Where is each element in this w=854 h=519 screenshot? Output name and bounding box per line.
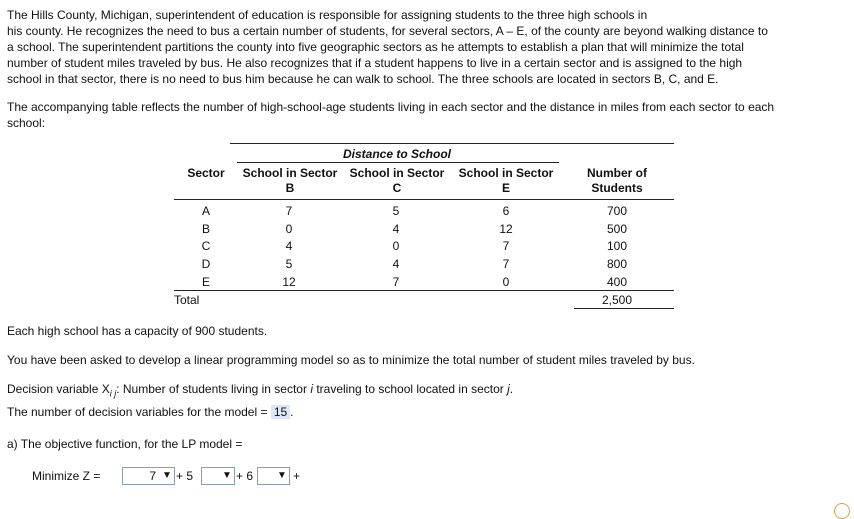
header-bottom-rule xyxy=(174,199,674,200)
num-vars-label: The number of decision variables for the model = xyxy=(7,405,271,419)
num-variables-line xyxy=(7,404,294,420)
dropdown-arrow-icon: ▼ xyxy=(277,470,287,481)
dv-mid: : Number of students living in sector xyxy=(116,382,311,396)
distance-cell: 0 xyxy=(502,275,510,289)
dv-j: j xyxy=(507,382,510,396)
header-sector: Sector xyxy=(187,166,225,180)
dv-mid2: traveling to school located in sector xyxy=(312,382,508,396)
dropdown-arrow-icon: ▼ xyxy=(162,470,172,481)
distance-cell: 5 xyxy=(392,204,400,218)
dv-subscript: i j xyxy=(109,388,117,399)
header-school-e-line1: School in Sector xyxy=(458,166,554,180)
decision-variable-definition xyxy=(7,381,513,401)
students-cell: 800 xyxy=(606,257,628,271)
sector-cell: E xyxy=(201,275,210,289)
distance-cell: 7 xyxy=(285,204,293,218)
header-school-c-line1: School in Sector xyxy=(349,166,445,180)
text-line: school: xyxy=(7,116,46,130)
students-cell: 700 xyxy=(606,204,628,218)
header-school-e-line2: E xyxy=(501,181,510,195)
part-a-question: a) The objective function, for the LP model = xyxy=(7,437,243,451)
text-line: a school. The superintendent partitions the county into five geographic sectors as he attempts to establish a plan that will minimize the total xyxy=(7,40,744,54)
sector-cell: A xyxy=(201,204,210,218)
total-label: Total xyxy=(174,293,200,307)
text-line: The accompanying table reflects the number of high-school-age students living in each sector and the distance in miles from each sector to each xyxy=(7,100,775,114)
total-rule xyxy=(174,290,674,291)
operator-1: + 5 xyxy=(176,469,194,483)
total-value: 2,500 xyxy=(601,293,633,307)
num-vars-end: . xyxy=(290,405,294,419)
distance-cell: 0 xyxy=(285,222,293,236)
capacity-text: Each high school has a capacity of 900 students. xyxy=(7,324,268,338)
operator-2: + 6 xyxy=(236,469,254,483)
sector-cell: B xyxy=(201,222,210,236)
header-school-c-line2: C xyxy=(392,181,402,195)
dv-end: . xyxy=(509,382,514,396)
distance-cell: 4 xyxy=(392,257,400,271)
header-students-line2: Students xyxy=(591,181,643,195)
dv-prefix: Decision variable X xyxy=(7,382,110,396)
distance-cell: 4 xyxy=(285,239,293,253)
problem-statement xyxy=(7,7,847,87)
distance-cell: 5 xyxy=(285,257,293,271)
help-icon[interactable] xyxy=(834,503,850,519)
objective-label: Minimize Z = xyxy=(32,469,101,483)
dropdown-arrow-icon: ▼ xyxy=(222,470,232,481)
group-header-rule xyxy=(237,162,559,163)
distance-cell: 0 xyxy=(392,239,400,253)
sector-cell: D xyxy=(201,257,211,271)
text-line: The Hills County, Michigan, superintendent of education is responsible for assigning students to the three high schools in xyxy=(7,8,648,22)
objective-term-2-dropdown[interactable] xyxy=(201,467,235,485)
header-school-b-line2: B xyxy=(285,181,295,195)
group-header: Distance to School xyxy=(342,147,452,161)
distance-cell: 7 xyxy=(502,257,510,271)
dv-i: i xyxy=(310,382,313,396)
operator-3: + xyxy=(293,469,301,483)
coef-1-value: 7 xyxy=(149,469,156,483)
table-intro xyxy=(7,99,847,131)
distance-cell: 7 xyxy=(392,275,400,289)
distance-cell: 4 xyxy=(392,222,400,236)
header-students-line1: Number of xyxy=(587,166,647,180)
text-line: number of student miles traveled by bus. He also recognizes that if a student happens to live in a certain sector and is assigned to the high xyxy=(7,56,743,70)
objective-term-1-dropdown[interactable] xyxy=(122,467,175,485)
students-cell: 500 xyxy=(606,222,628,236)
distance-cell: 12 xyxy=(499,222,513,236)
table-top-rule xyxy=(230,143,674,144)
text-line: school in that sector, there is no need to bus him because he can walk to school. The three schools are located in sectors B, C, and E. xyxy=(7,72,719,86)
sector-cell: C xyxy=(201,239,211,253)
num-vars-answer: 15 xyxy=(271,405,290,419)
distance-cell: 12 xyxy=(282,275,296,289)
objective-term-3-dropdown[interactable] xyxy=(257,467,290,485)
distance-cell: 7 xyxy=(502,239,510,253)
students-cell: 400 xyxy=(606,275,628,289)
distance-cell: 6 xyxy=(502,204,510,218)
total-bottom-rule xyxy=(574,308,674,309)
students-cell: 100 xyxy=(606,239,628,253)
text-line: his county. He recognizes the need to bus a certain number of students, for several sectors, A – E, of the county are beyond walking distance to xyxy=(7,24,768,38)
header-school-b-line1: School in Sector xyxy=(242,166,338,180)
task-text: You have been asked to develop a linear programming model so as to minimize the total number of student miles traveled by bus. xyxy=(7,353,695,367)
